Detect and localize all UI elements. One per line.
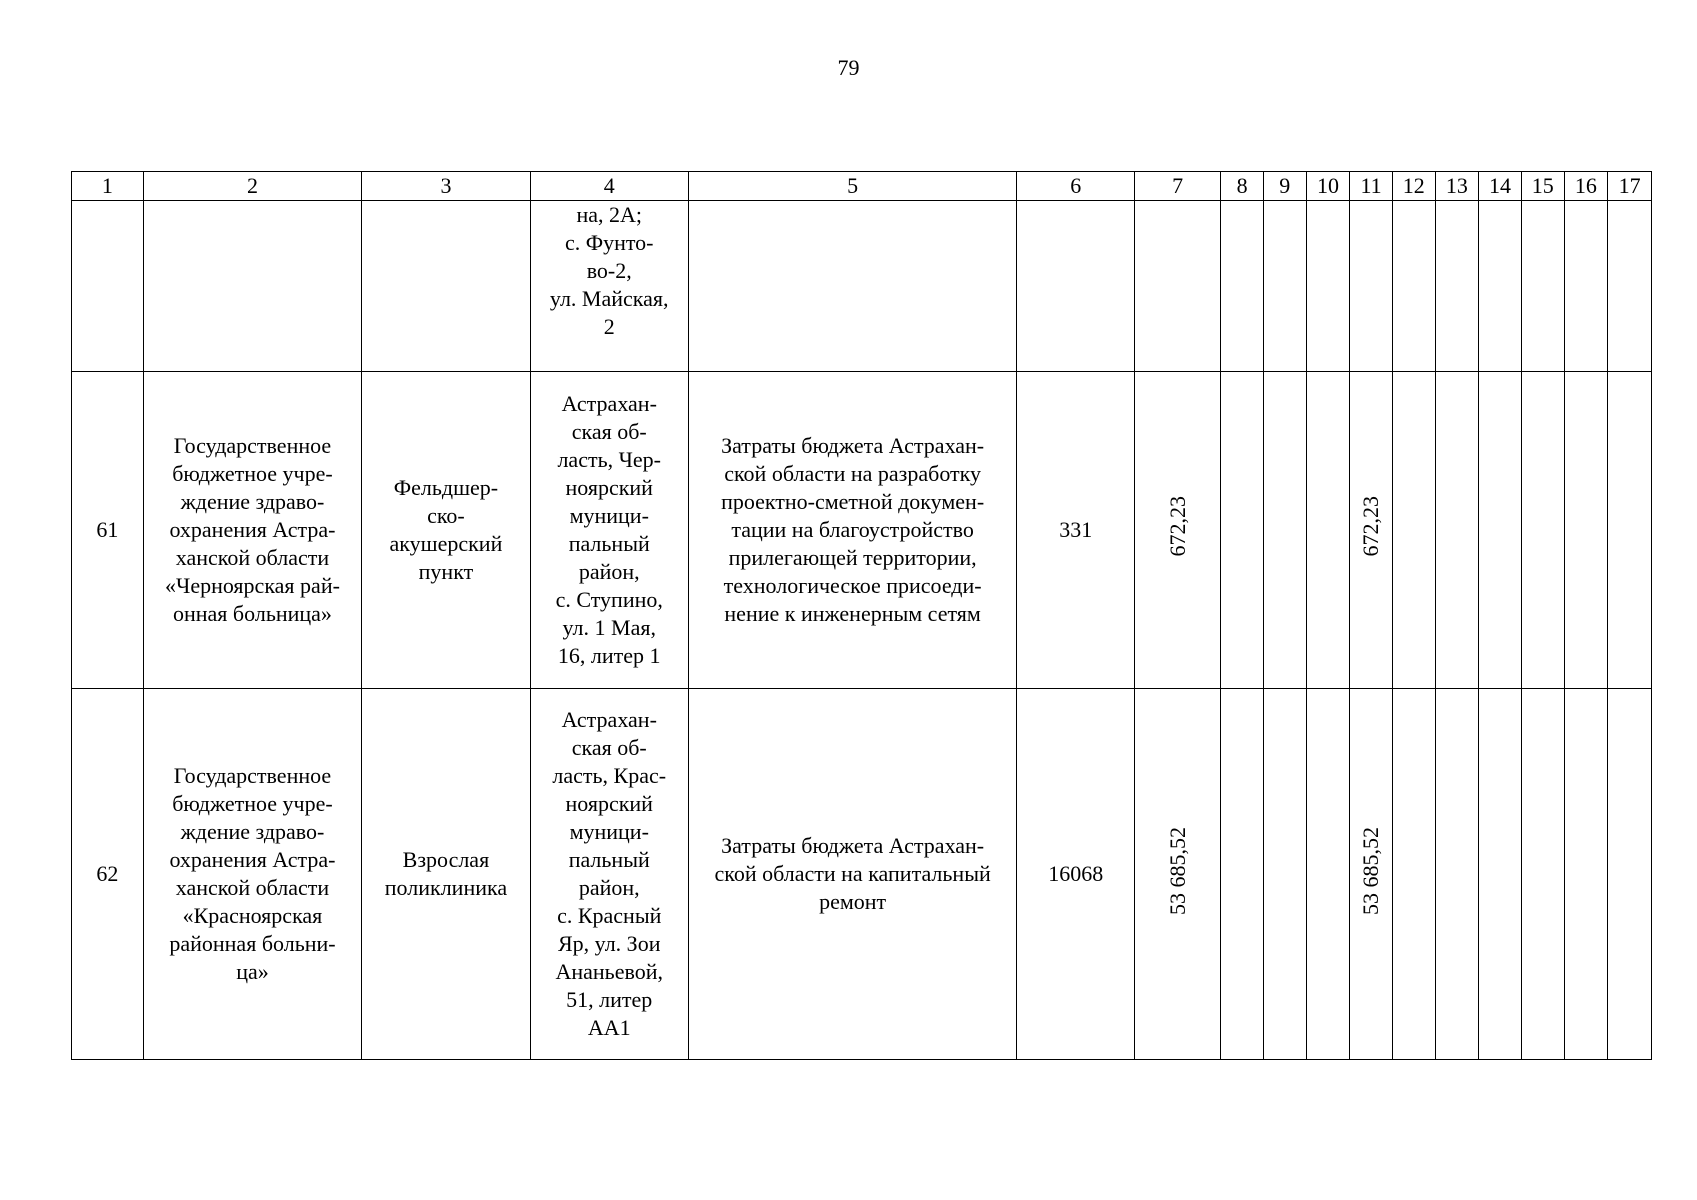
header-cell: 4 bbox=[530, 172, 688, 201]
header-cell: 7 bbox=[1135, 172, 1221, 201]
cell-empty bbox=[1221, 372, 1264, 689]
cell-empty bbox=[1608, 689, 1652, 1060]
cell-empty bbox=[1392, 689, 1435, 1060]
cell-address: Астрахан- ская об- ласть, Чер- ноярский муници- пальный район, с. Ступино, ул. 1 Мая, 16, литер 1 bbox=[530, 372, 688, 689]
cell-empty bbox=[1435, 201, 1479, 372]
cell-col7 bbox=[1135, 689, 1221, 1060]
cell-empty bbox=[1306, 689, 1350, 1060]
header-cell: 2 bbox=[143, 172, 361, 201]
table-row bbox=[72, 689, 1652, 1060]
cell-col7-value: 53 685,52 bbox=[1164, 826, 1190, 915]
header-cell: 13 bbox=[1435, 172, 1479, 201]
cell-empty bbox=[1017, 201, 1135, 372]
cell-empty bbox=[1521, 689, 1564, 1060]
cell-empty bbox=[1564, 201, 1608, 372]
cell-empty bbox=[1564, 372, 1608, 689]
cell-empty bbox=[1564, 689, 1608, 1060]
cell-empty bbox=[1263, 201, 1306, 372]
cell-empty bbox=[1479, 689, 1522, 1060]
cell-empty bbox=[1521, 201, 1564, 372]
cell-empty bbox=[1221, 689, 1264, 1060]
cell-empty bbox=[1221, 201, 1264, 372]
cell-row-number: 61 bbox=[72, 372, 144, 689]
cell-col11 bbox=[1350, 372, 1393, 689]
cell-empty bbox=[1306, 201, 1350, 372]
header-cell: 14 bbox=[1479, 172, 1522, 201]
cell-col11-value: 53 685,52 bbox=[1358, 826, 1384, 915]
cell-object: Фельдшер- ско- акушерский пункт bbox=[362, 372, 531, 689]
cell-empty bbox=[72, 201, 144, 372]
header-cell: 5 bbox=[688, 172, 1017, 201]
header-cell: 10 bbox=[1306, 172, 1350, 201]
header-row bbox=[72, 172, 1652, 201]
header-cell: 11 bbox=[1350, 172, 1393, 201]
cell-empty bbox=[1306, 372, 1350, 689]
cell-empty bbox=[1263, 372, 1306, 689]
cell-empty bbox=[1521, 372, 1564, 689]
header-cell: 6 bbox=[1017, 172, 1135, 201]
cell-empty bbox=[1608, 201, 1652, 372]
cell-col11-value: 672,23 bbox=[1358, 496, 1384, 557]
cell-description: Затраты бюджета Астрахан- ской области на разработку проектно-сметной докумен- тации на благоустройство прилегающей территории, технологическое присоеди- нение к инженерным сетям bbox=[688, 372, 1017, 689]
cell-address: Астрахан- ская об- ласть, Крас- ноярский муници- пальный район, с. Красный Яр, ул. Зои Ананьевой, 51, литер АА1 bbox=[530, 689, 688, 1060]
cell-col6: 331 bbox=[1017, 372, 1135, 689]
header-cell: 16 bbox=[1564, 172, 1608, 201]
header-cell: 9 bbox=[1263, 172, 1306, 201]
cell-address-continuation: на, 2А; с. Фунто- во-2, ул. Майская, 2 bbox=[530, 201, 688, 372]
cell-organization: Государственное бюджетное учре- ждение здраво- охранения Астра- ханской области «Черноярская рай- онная больница» bbox=[143, 372, 361, 689]
page-number: 79 bbox=[837, 55, 860, 80]
header-cell: 15 bbox=[1521, 172, 1564, 201]
cell-col6: 16068 bbox=[1017, 689, 1135, 1060]
cell-organization: Государственное бюджетное учре- ждение здраво- охранения Астра- ханской области «Красноярская районная больни- ца» bbox=[143, 689, 361, 1060]
cell-row-number: 62 bbox=[72, 689, 144, 1060]
cell-object: Взрослая поликлиника bbox=[362, 689, 531, 1060]
header-cell: 17 bbox=[1608, 172, 1652, 201]
cell-description: Затраты бюджета Астрахан- ской области на капитальный ремонт bbox=[688, 689, 1017, 1060]
table-row bbox=[72, 372, 1652, 689]
cell-empty bbox=[1435, 372, 1479, 689]
cell-col7 bbox=[1135, 372, 1221, 689]
cell-empty bbox=[1479, 201, 1522, 372]
table-row-continuation bbox=[72, 201, 1652, 372]
cell-empty bbox=[1479, 372, 1522, 689]
cell-empty bbox=[1263, 689, 1306, 1060]
data-table bbox=[71, 171, 1652, 1060]
cell-col7-value: 672,23 bbox=[1164, 496, 1190, 557]
cell-empty bbox=[688, 201, 1017, 372]
cell-empty bbox=[1392, 372, 1435, 689]
cell-empty bbox=[143, 201, 361, 372]
cell-empty bbox=[1392, 201, 1435, 372]
cell-col11 bbox=[1350, 689, 1393, 1060]
header-cell: 8 bbox=[1221, 172, 1264, 201]
header-cell: 1 bbox=[72, 172, 144, 201]
header-cell: 3 bbox=[362, 172, 531, 201]
cell-empty bbox=[362, 201, 531, 372]
cell-empty bbox=[1135, 201, 1221, 372]
cell-empty bbox=[1350, 201, 1393, 372]
header-cell: 12 bbox=[1392, 172, 1435, 201]
cell-empty bbox=[1435, 689, 1479, 1060]
cell-empty bbox=[1608, 372, 1652, 689]
